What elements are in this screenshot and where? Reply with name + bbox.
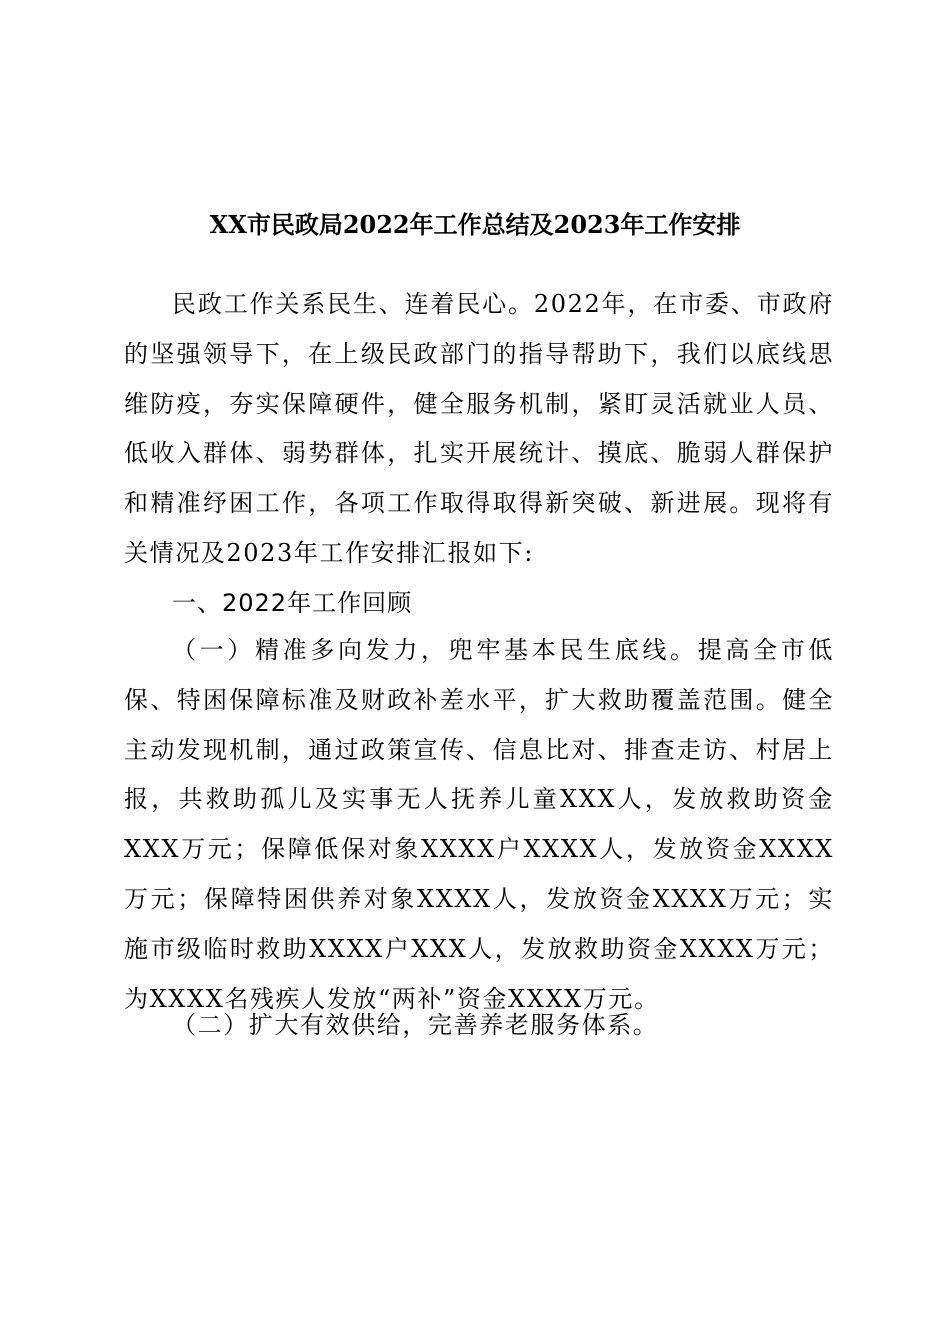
section-heading: 一、2022年工作回顾 <box>172 589 413 617</box>
document-title: XX市民政局2022年工作总结及2023年工作安排 <box>209 210 741 239</box>
item-paragraph-1: （一）精准多向发力，兜牢基本民生底线。提高全市低保、特困保障标准及财政补差水平，扩大救助覆盖范围。健全主动发现机制，通过政策宣传、信息比对、排查走访、村居上报，共救助孤儿及实事无人抚养儿童XXX人，发放救助资金XXX万元；保障低保对象XXXX户XXXX人，发放资金XXXX万元；保障特困供养对象XXXX人，发放资金XXXX万元；实施市级临时救助XXXX户XXX人，发放救助资金XXXX万元；为XXXX名残疾人发放“两补”资金XXXX万元。 <box>124 636 834 1013</box>
item-paragraph-2: （二）扩大有效供给，完善养老服务体系。 <box>172 1011 659 1039</box>
intro-paragraph: 民政工作关系民生、连着民心。2022年，在市委、市政府的坚强领导下，在上级民政部门的指导帮助下，我们以底线思维防疫，夯实保障硬件，健全服务机制，紧盯灵活就业人员、低收入群体、弱势群体，扎实开展统计、摸底、脆弱人群保护和精准纾困工作，各项工作取得取得新突破、新进展。现将有关情况及2023年工作安排汇报如下: <box>124 290 834 567</box>
